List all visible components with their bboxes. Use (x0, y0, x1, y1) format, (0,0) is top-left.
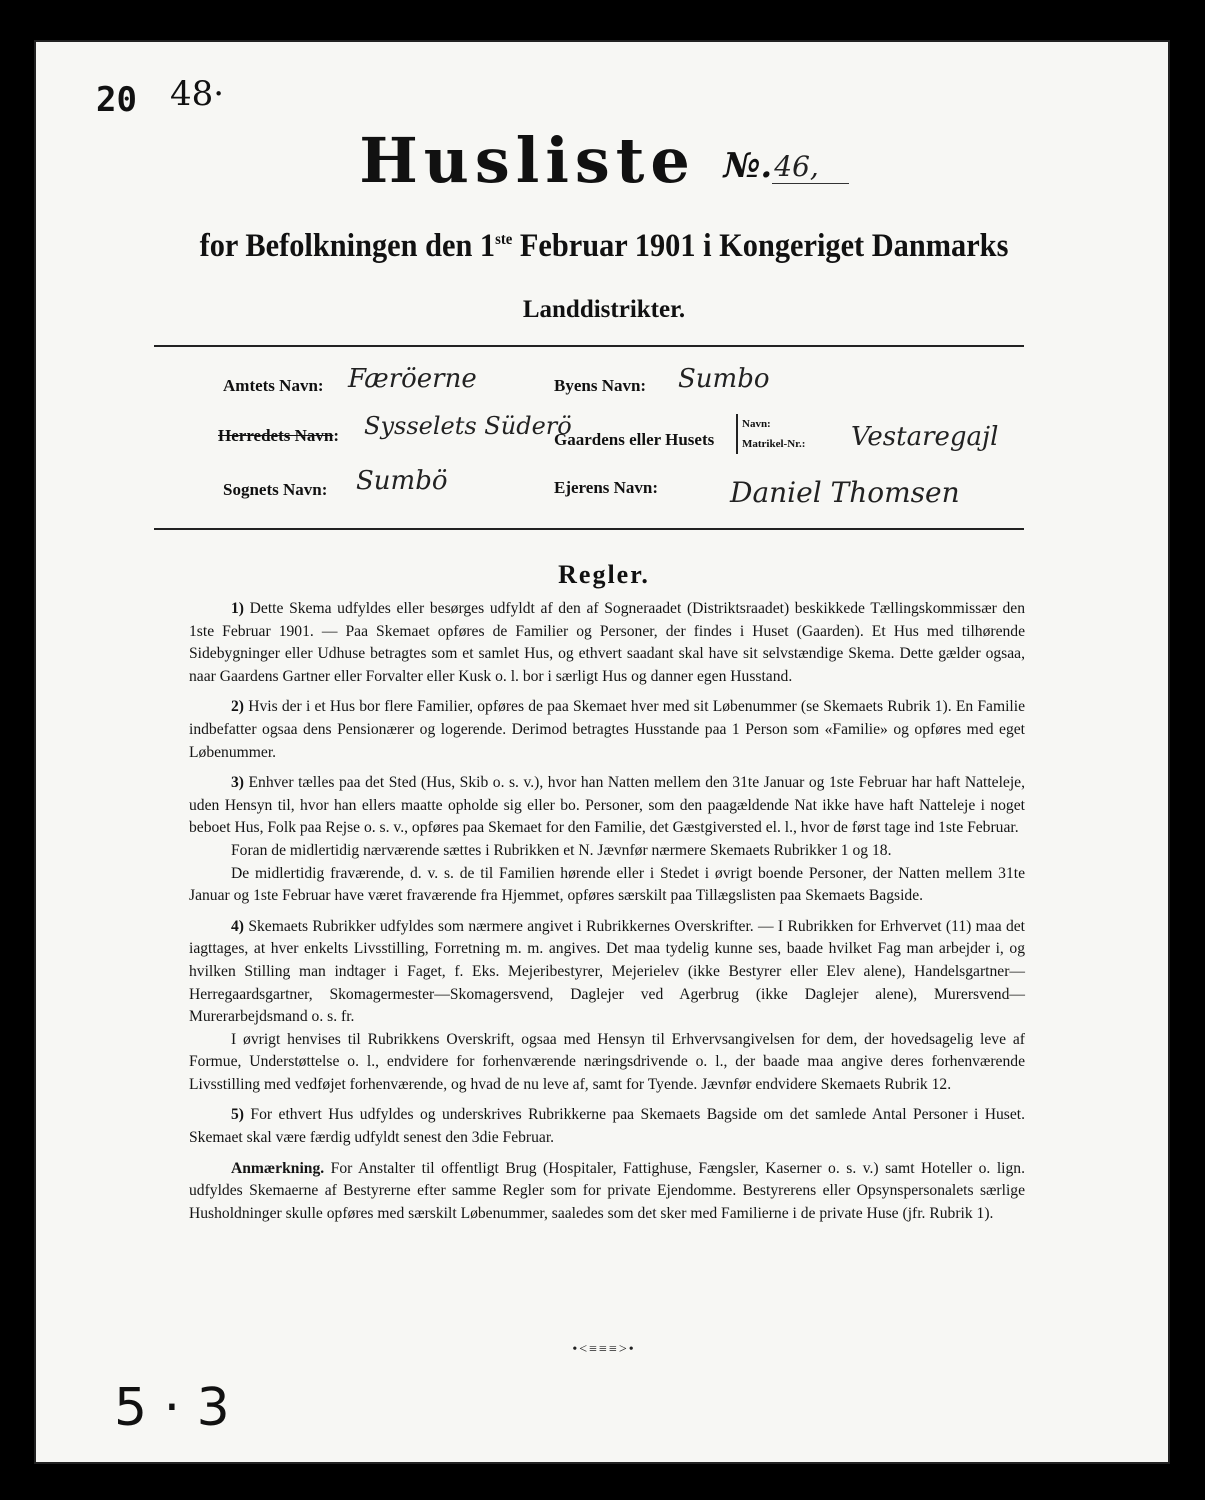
gaard-bracket (736, 414, 805, 454)
sogn-value: Sumbö (356, 466, 448, 496)
subtitle-pre: for Befolkningen den 1 (199, 228, 496, 264)
gaard-matrikel-label: Matrikel-Nr.: (742, 438, 806, 450)
title-text: Husliste (359, 124, 696, 197)
amt-value: Færöerne (348, 364, 477, 394)
divider-top (154, 345, 1024, 347)
rule-4-text: Skemaets Rubrikker udfyldes som nærmere angivet i Rubrikkernes Overskrifter. — I Rubrikken for Erhvervet (11) maa det iagttages, at hver enkelts Livsstilling, Forretning m. m. angives. Det maa tydelig kunne ses, baade hvilket Fag man arbejder i, og hvilken Stilling man indtager i Faget, f. Eks. Mejeribestyrer, Mejerielev (ikke Bestyrer eller Elev alene), Handelsgartner—Herregaardsgartner, Skomagermester—Skomagersvend, Daglejer ved Agerbrug (ikke Daglejer alene), Murersvend—Murerarbejdsmand o. s. fr. (189, 917, 1025, 1026)
note-text: For Anstalter til offentligt Brug (Hospitaler, Fattighuse, Fængsler, Kaserner o. s. v.) samt Hoteller o. lign. udfyldes Skemaerne af Bestyrerne efter samme Regler som for private Ejendomme. Bestyrerens eller Opsynspersonalets særlige Husholdninger skulle opføres med særskilt Løbenummer, saaledes som det sker med Familierne i de private Huse (jfr. Rubrik 1). (189, 1159, 1025, 1222)
rule-1-text: Dette Skema udfyldes eller besørges udfyldt af den af Sogneraadet (Distriktsraadet) beskikkede Tællingskommissær den 1ste Februar 1901. — Paa Skemaet opføres de Familier og Personer, der findes i Huset (Gaarden). Et Hus med tilhørende Sidebygninger eller Udhuse betragtes som et samlet Hus, og ethvert saadant skal have sit selvstændige Skema. Dette gælder ogsaa, naar Gaardens Gartner eller Forvalter eller Kusk o. l. bor i særligt Hus og danner egen Husstand. (189, 600, 1025, 685)
herred-label (218, 426, 339, 446)
page-number-suffix: · (213, 74, 225, 114)
rule-3 (189, 772, 1025, 840)
number-mark: №. (723, 146, 773, 186)
divider-bottom (154, 528, 1024, 530)
rule-5-text: For ethvert Hus udfyldes og underskrives Rubrikkerne paa Skemaets Bagside om det samlede Antal Personer i Huset. Skemaet skal være færdig udfyldt senest den 3die Februar. (189, 1106, 1025, 1147)
rule-2-text: Hvis der i et Hus bor flere Familier, opføres de paa Skemaet hver med sit Løbenummer (se Skemaets Rubrik 1). En Familie indbefatter ogsaa dens Pensionærer og logerende. Derimod betragtes Husstande paa 1 Person som «Familie» og opføres med eget Løbenummer. (189, 698, 1025, 761)
page-number: 48 (170, 74, 214, 114)
handwritten-page-number (170, 74, 224, 114)
census-form-page (34, 40, 1170, 1464)
rule-5 (189, 1104, 1025, 1149)
rule-3-text: Enhver tælles paa det Sted (Hus, Skib o. s. v.), hvor han Natten mellem den 31te Januar og 1ste Februar har haft Natteleje, uden Hensyn til, hvor han ellers maatte opholde sig eller bo. Personer, som den paagældende Nat ikke have haft Natteleje i noget beboet Hus, Folk paa Rejse o. s. v., opføres paa Skemaet for den Familie, det Gæstgiversted el. l., hvor de først tage ind 1ste Februar. (189, 774, 1025, 837)
rule-4 (189, 916, 1025, 1029)
rule-1 (189, 598, 1025, 688)
note-label: Anmærkning. (231, 1159, 325, 1177)
rule-3-num: 3) (231, 774, 244, 792)
form-subtitle (81, 228, 1126, 265)
gaard-label: Gaardens eller Husets (554, 430, 715, 449)
sogn-label: Sognets Navn: (223, 480, 328, 499)
rule-2-num: 2) (231, 698, 244, 716)
rules-title: Regler. (558, 560, 650, 589)
herred-colon: : (333, 426, 340, 445)
ornament-divider: •<≡≡≡>• (572, 1342, 636, 1357)
form-title (36, 124, 1172, 197)
ejer-label: Ejerens Navn: (554, 478, 659, 497)
herred-label-text: Herredets Navn (218, 426, 334, 445)
ejer-value: Daniel Thomsen (730, 476, 960, 509)
footer-handwritten-number: 5 · 3 (114, 1378, 230, 1438)
rule-2 (189, 696, 1025, 764)
rule-4b: I øvrigt henvises til Rubrikkens Overskrift, ogsaa med Hensyn til Erhvervsangivelsen for dem, der hovedsagelig leve af Formue, Understøttelse o. l., endvidere for forhenværende næringsdrivende o. l., der baade maa angive deres forhenværende Livsstilling med vedføjet forhenværende, og hvad de nu leve af, samt for Tyende. Jævnfør endvidere Skemaets Rubrik 12. (189, 1030, 1025, 1093)
rule-3b: Foran de midlertidig nærværende sættes i Rubrikken et N. Jævnfør nærmere Skemaets Rubrikker 1 og 18. (231, 841, 892, 859)
rule-3c: De midlertidig fraværende, d. v. s. de til Familien hørende eller i Stedet i øvrigt boende Personer, der Natten mellem 31te Januar og 1ste Februar have været fraværende fra Hjemmet, opføres særskilt paa Tillægslisten paa Skemaets Bagside. (189, 864, 1025, 905)
note (189, 1158, 1025, 1226)
list-number: 46, (772, 150, 849, 184)
gaard-value: Vestaregajl (851, 422, 999, 452)
rule-1-num: 1) (231, 600, 244, 617)
rules-body (189, 598, 1025, 1233)
rule-4-num: 4) (231, 917, 244, 935)
herred-value: Sysselets Süderö (364, 412, 572, 440)
rule-5-num: 5) (231, 1106, 244, 1124)
district-heading: Landdistrikter. (522, 296, 686, 323)
stamp-number: 20 (96, 80, 137, 120)
amt-label: Amtets Navn: (223, 376, 324, 395)
subtitle-sup: ste (495, 231, 513, 248)
by-label: Byens Navn: (554, 376, 647, 395)
gaard-navn-label: Navn: (742, 418, 771, 430)
subtitle-post: Februar 1901 i Kongeriget Danmarks (512, 228, 1009, 264)
by-value: Sumbo (678, 364, 770, 394)
